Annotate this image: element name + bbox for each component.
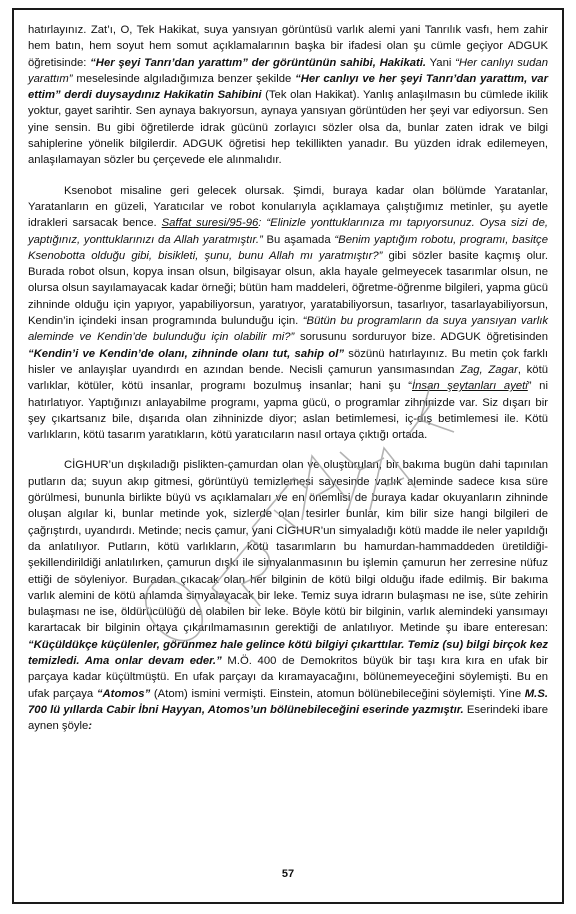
text-run: “Her şeyi Tanrı’dan yarattım” der görüntünün sahibi, Hakikati.	[90, 56, 427, 69]
text-run: CİGHUR’un dışkıladığı pislikten-çamurdan olan ve oluşturulan, bir bakıma bugün dahi tapınılan putların da; suyun akıp gitmesi, görüntüyü temizlemesi sayesinde varlık aleminde sadece kısa süre görülmesi, bununla birlikte büyü vs açıklamaları ve en önemlisi de buraya kadar okuyanların zihninde oluşan algılar ki, bunlar metinde yok, sizlerde olan tesirler bunlar, kim bilir size hangi bilgileri de çağrıştırdı, uyandırdı. Metinde; necis çamur, yani CİGHUR’un simyaladığı kötü madde ile neler yapıldığı da anlatılıyor. Putların, kötü varlıkların, kötü tasarımların bu hamurdan-hammaddeden üretildiği-şekillendirildiği anlatılırken, çamurun dışkı ile simyalanmasının bu işlemin çamurun her zerresine nüfuz ettiği de söyleniyor. Buradan çıkacak olan her bilginin de kötü bilgi olduğu ifade edilmiş. Bir bakıma varlık alemini de kötü anlamda simyalayacak bir leke. Temiz suya idrarın bulaşması ne ise, süte zehirin bulaşması ne ise, öldürücülüğü de olabilen bir leke. Böyle kötü bir bilginin, varlık alemindeki yansımayı karartacak bir bilginin ortaya çıkarılmamasının gerektiği de anlatılıyor. Metinde şu ibare enteresan:	[28, 459, 548, 635]
document-page	[12, 8, 564, 904]
text-run: M.Ö. 400 de Demokritos büyük bir taşı kıra kıra en ufak bir parçaya kadar küçültmüştü. En ufak parçayı da kıramayacağını, bölünemeyeceğini söylemişti. Bu en ufak parçaya	[28, 654, 548, 700]
text-run: “Bütün bu programların da suya yansıyan varlık aleminde ve Kendin’de bulunduğu için olabilir mi?”	[28, 315, 549, 344]
text-run: “Küçüldükçe küçülenler, görünmez hale gelince kötü bilgiyi çıkarttılar. Temiz (su) bilgi birçok kez temizledi. Ama onlar devam eder.”	[28, 638, 548, 667]
paragraph	[28, 22, 548, 169]
paragraph	[28, 183, 548, 444]
text-run: M.S. 700 lü yıllarda Cabir İbni Hayyan, Atomos’un bölünebileceğini eserinde yazmıştır.	[28, 687, 548, 716]
text-run: , kötü varlıklar, kötüler, kötü insanlar, programı bozulmuş insanlar; hani şu “	[28, 363, 548, 393]
text-run: “Benim yaptığım robotu, programı, basitçe Ksenobotta olduğu gibi, bisikleti, şunu, bunu Allah mı yaratmıştır?”	[28, 233, 548, 262]
text-run: (Tek olan Hakikat). Yanlış anlaşılmasın bu cümlede ikilik yoktur, gayet sarihtir. Sen aynaya bakıyorsun, aynaya yansıyan görüntüden her şeyi var ediyorsun. Sen yine sensin. Bu gibi öğretilerde idrak gücünü zorlayıcı sözler olsa da, bunlar zaten idrak ve bilgi sahiplerine yönelik bilgilerdir. ADGUK öğretisi hep tekillikten yanadır. Bu yüzden idrak edilemeyen, anlaşılamayan sözler bu çerçevede ele alınmalıdır.	[28, 89, 548, 167]
text-run: ” ni hatırlatıyor. Yaptığınızı anlayabilme programı, yapma gücü, o programlar zihninizde var. Siz dışarı bir şey çıkartsanız bile, dışarıda olan zihninizde diyor; aslan betimlemesi, iç-dış betimlemesi ile. Kötü varlıkların, kötü tasarım yaratıkların, kötü yaratıcıların nasıl ortaya çıktığı ortada.	[28, 380, 548, 442]
text-run: “Her canlıyı sudan yarattım”	[28, 56, 548, 85]
paragraph	[28, 457, 548, 734]
text-run: “Her canlıyı ve her şeyi Tanrı’dan yarattım, var ettim” derdi duysaydınız Hakikatin Sahibini	[28, 72, 548, 102]
text-run: sorusunu sorduruyor bize. ADGUK öğretisinden	[294, 331, 548, 344]
page-number: 57	[281, 868, 295, 880]
text-run: İnsan şeytanları ayeti	[412, 380, 528, 393]
text-run: gibi sözler basite kaçmış olur. Burada robot olsun, kopya insan olsun, bilgisayar olsun, akla hayale gelmeyecek tasarımlar olsun, ne olursa olsun sayılamayacak kadar örneği; bütün ham maddeleri, öğretme-öğrenme bilgileri, yapma gücü zihninde olduğu için yapıyor, yapabiliyorsun, yaratıyor, yaratabiliyorsun, tasarlıyor, tasarlayabiliyorsun, Kendin’in içindeki insan programında bulunduğu için.	[28, 249, 548, 328]
text-run: :	[88, 720, 93, 733]
text-run: (Atom) ismini vermişti. Einstein, atomun bölünebileceğini söylemişti. Yine	[150, 687, 525, 700]
text-run: “Kendin’i ve Kendin’de olanı, zihninde olanı tut, sahip ol”	[28, 347, 345, 360]
text-run: Eserindeki ibare aynen şöyle	[28, 703, 548, 733]
text-run: Zag, Zagar	[460, 363, 518, 376]
text-run: Yani	[426, 56, 456, 69]
text-run: Bu aşamada	[262, 233, 335, 246]
text-run: hatırlayınız. Zat’ı, O, Tek Hakikat, suya yansıyan görüntüsü varlık alemi yani Tanrılık vasfı, hem zahir hem batın, hem soyut hem somut açıklamalarının başka bir ifadesi olan şu cümle geçiyor ADGUK öğretisinde:	[28, 24, 548, 69]
text-run: sözünü hatırlayınız. Bu metin çok farklı hisler ve anlayışlar uyandırdı en azından bende. Necisli çamurun yansımasından	[28, 347, 548, 376]
text-run: meselesinde algıladığımıza benzer şekilde	[72, 72, 296, 85]
text-run: : “Elinizle yonttuklarınıza mı tapıyorsunuz. Oysa sizi de, yaptığınız, yonttuklarınızı da Allah yaratmıştır.”	[28, 217, 549, 246]
page-body	[28, 22, 548, 734]
text-run: “Atomos”	[96, 687, 151, 700]
text-run: Saffat suresi/95-96	[161, 217, 259, 230]
text-run: Ksenobot misaline geri gelecek olursak. Şimdi, buraya kadar olan bölümde Yaratanlar, Yaratanların en güzeli, Yaratıcılar ve robot konularıyla açıklamaya çalıştığımız metinler, şu ayetle idrakleri sarsacak bence.	[28, 184, 548, 230]
